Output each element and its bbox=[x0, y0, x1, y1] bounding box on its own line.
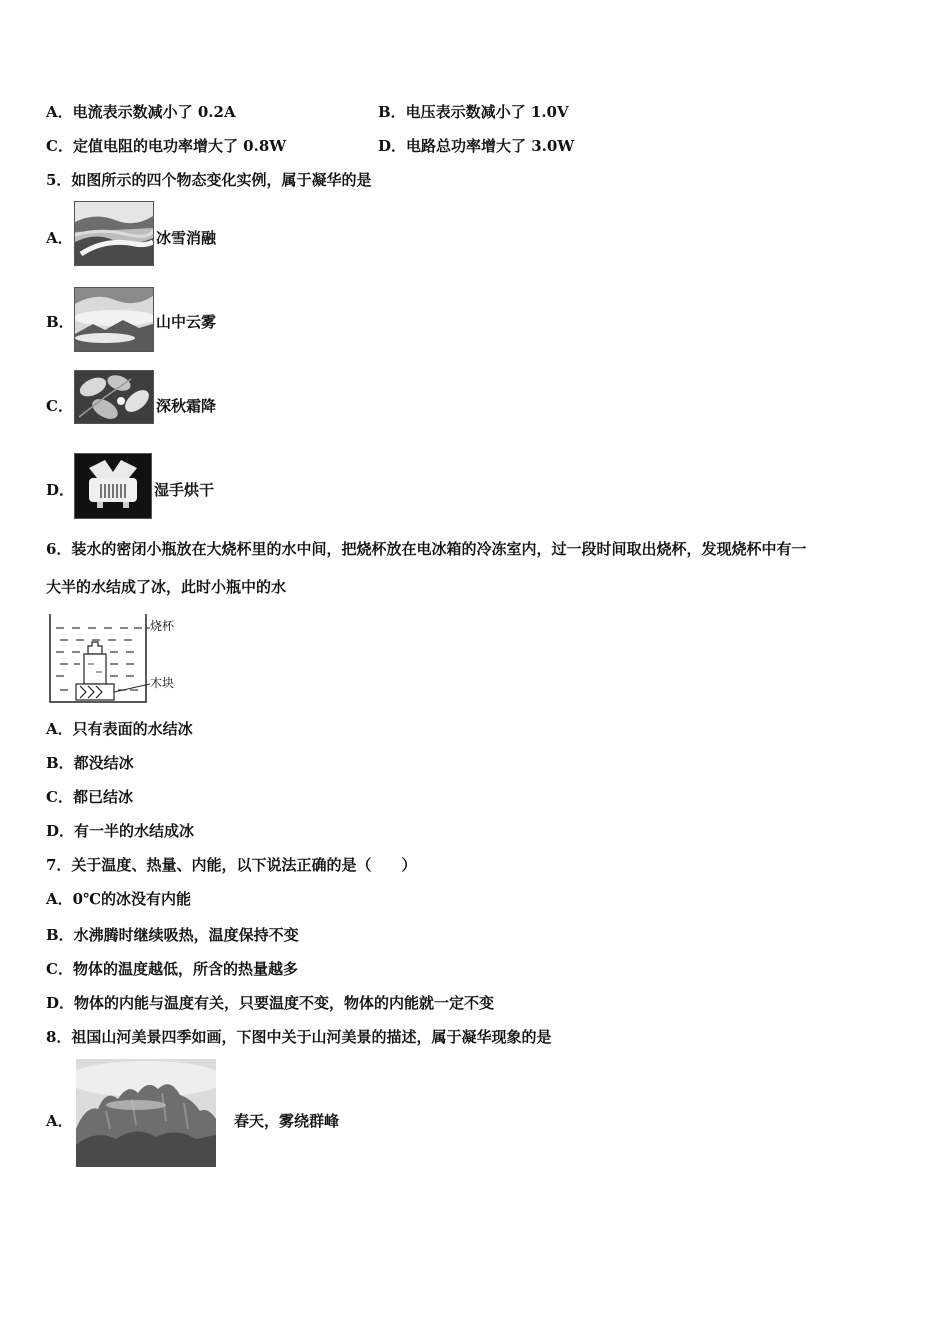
q5-stem: 5．如图所示的四个物态变化实例，属于凝华的是 bbox=[46, 171, 372, 189]
frost-leaves-photo bbox=[74, 370, 154, 424]
q4-option-d: D．电路总功率增大了 3.0W bbox=[378, 137, 575, 155]
q6-option-d: D．有一半的水结成冰 bbox=[46, 822, 195, 840]
misty-peaks-photo bbox=[76, 1059, 216, 1167]
q6-option-a: A．只有表面的水结冰 bbox=[46, 720, 193, 738]
mountain-fog-photo bbox=[74, 287, 154, 352]
q5-option-c-caption: 深秋霜降 bbox=[156, 397, 217, 415]
q5-option-a-label: A． bbox=[46, 229, 73, 247]
q8-option-a-label: A． bbox=[46, 1112, 73, 1130]
q7-stem: 7．关于温度、热量、内能，以下说法正确的是（ ） bbox=[46, 856, 417, 874]
q4-option-b: B．电压表示数减小了 1.0V bbox=[378, 103, 569, 121]
q6-stem-line1: 6．装水的密闭小瓶放在大烧杯里的水中间，把烧杯放在电冰箱的冷冻室内，过一段时间取出烧杯，发现烧杯中有一 bbox=[46, 540, 807, 558]
q5-option-b-caption: 山中云雾 bbox=[156, 313, 217, 331]
beaker-label: 烧杯 bbox=[150, 619, 175, 633]
q7-option-d: D．物体的内能与温度有关，只要温度不变，物体的内能就一定不变 bbox=[46, 994, 495, 1012]
q7-option-a: A．0℃的冰没有内能 bbox=[46, 890, 192, 908]
q6-option-c: C．都已结冰 bbox=[46, 788, 133, 806]
beaker-diagram bbox=[46, 610, 186, 706]
q8-option-a-caption: 春天，雾绕群峰 bbox=[234, 1112, 340, 1130]
q5-option-d-caption: 湿手烘干 bbox=[154, 481, 215, 499]
q5-option-a-caption: 冰雪消融 bbox=[156, 229, 217, 247]
q7-option-c: C．物体的温度越低，所含的热量越多 bbox=[46, 960, 298, 978]
q4-option-c: C．定值电阻的电功率增大了 0.8W bbox=[46, 137, 287, 155]
melting-snow-photo bbox=[74, 201, 154, 266]
hand-dryer-photo bbox=[74, 453, 152, 519]
q6-option-b: B．都没结冰 bbox=[46, 754, 134, 772]
q5-option-b-label: B． bbox=[46, 313, 74, 331]
q5-option-d-label: D． bbox=[46, 481, 75, 499]
q5-option-c-label: C． bbox=[46, 397, 73, 415]
block-label: 木块 bbox=[150, 676, 175, 690]
q7-option-b: B．水沸腾时继续吸热，温度保持不变 bbox=[46, 926, 299, 944]
q8-stem: 8．祖国山河美景四季如画，下图中关于山河美景的描述，属于凝华现象的是 bbox=[46, 1028, 552, 1046]
q6-stem-line2: 大半的水结成了冰，此时小瓶中的水 bbox=[46, 578, 287, 596]
q4-option-a: A．电流表示数减小了 0.2A bbox=[46, 103, 236, 121]
